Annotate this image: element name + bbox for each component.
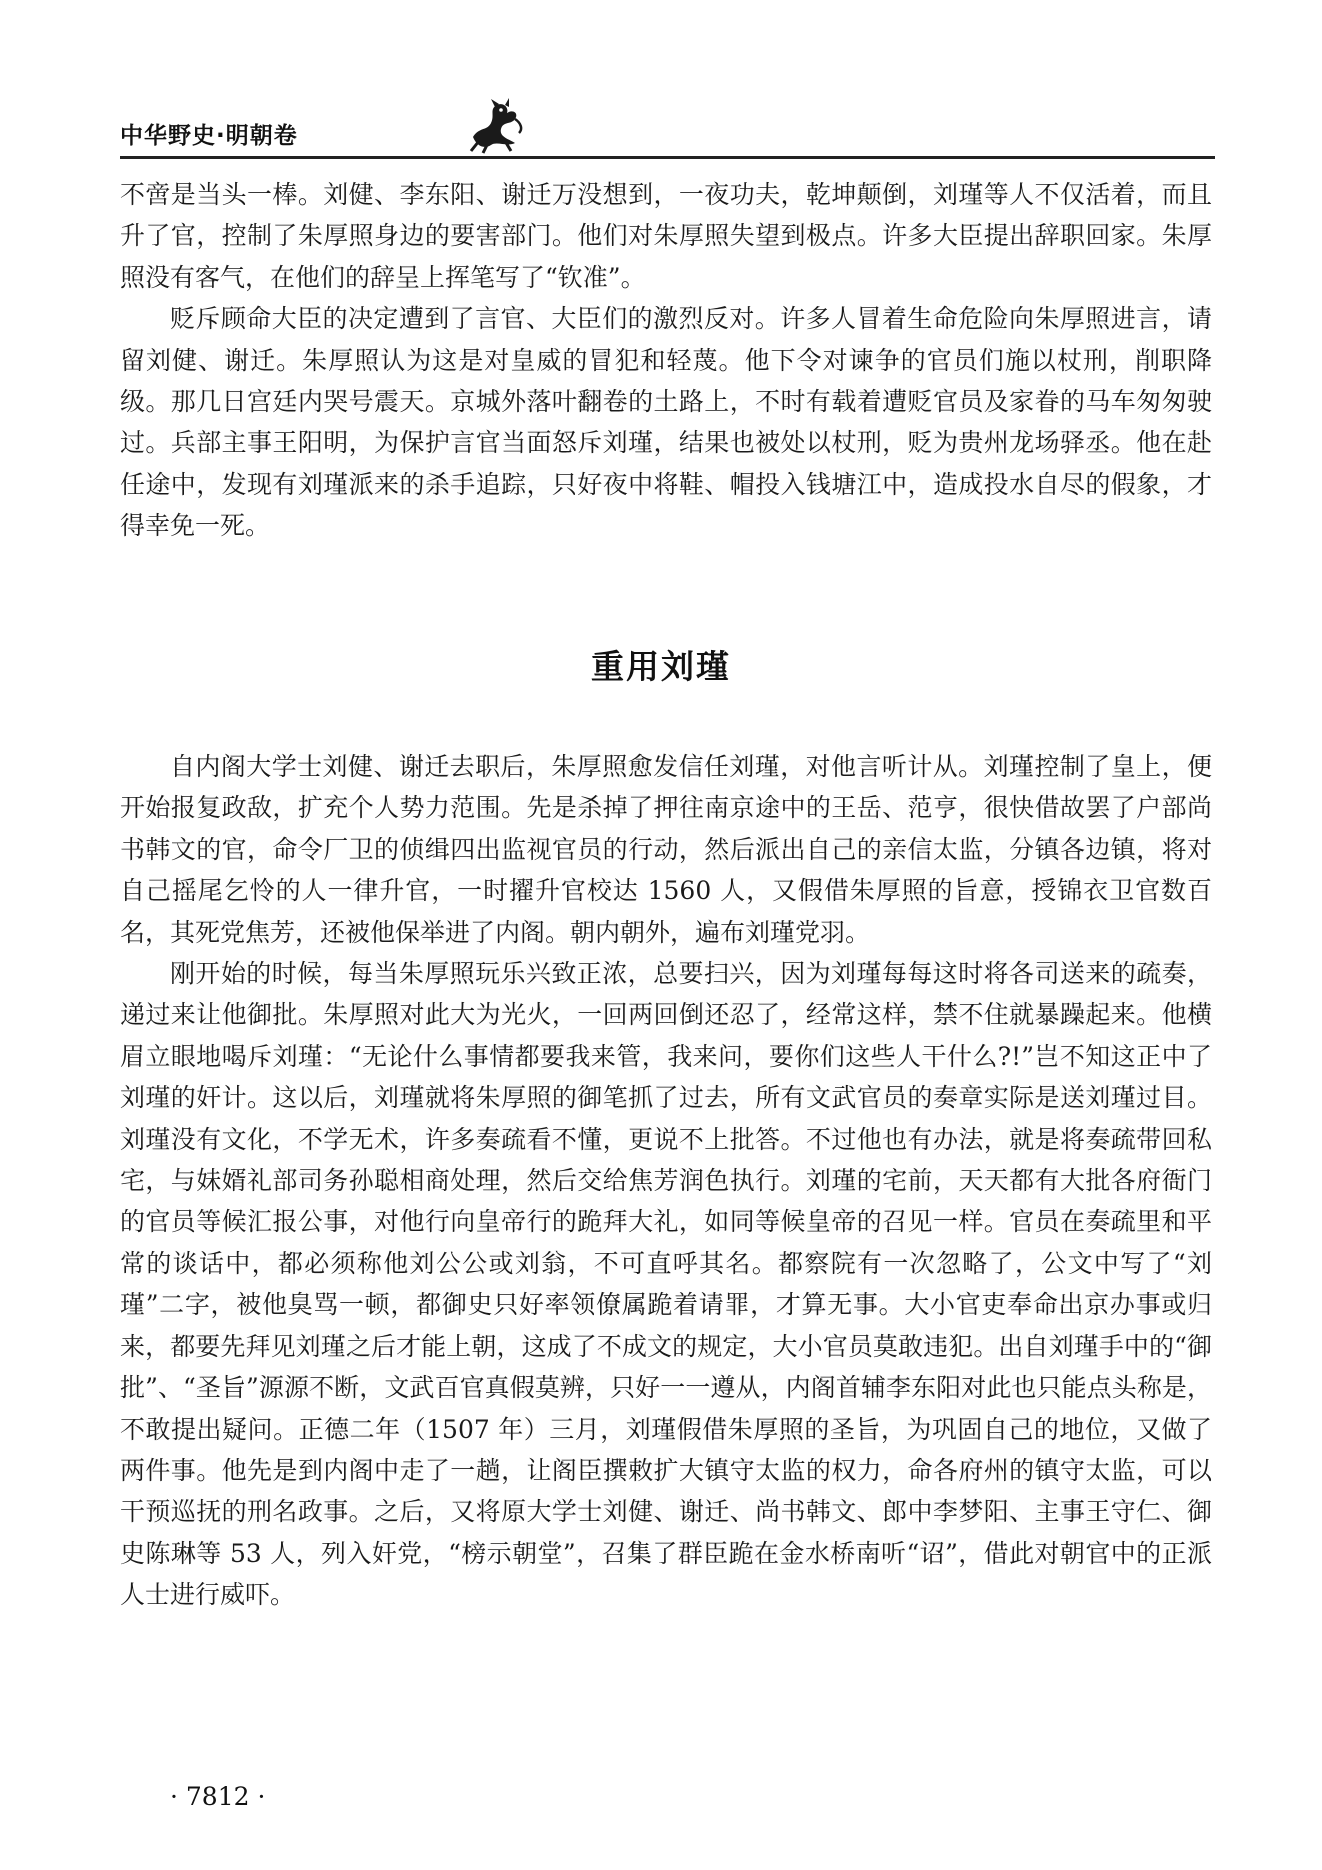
book-title: 中华野史·明朝卷 (120, 123, 298, 149)
bottom-text-block (120, 746, 1212, 1616)
section-heading: 重用刘瑾 (591, 647, 731, 686)
header-divider (120, 156, 1215, 159)
dragon-emblem-icon (465, 97, 527, 155)
top-text-block (120, 174, 1212, 547)
running-header (120, 105, 1210, 155)
paragraph: 自内阁大学士刘健、谢迁去职后，朱厚照愈发信任刘瑾，对他言听计从。刘瑾控制了皇上，便开始报复政敌，扩充个人势力范围。先是杀掉了押往南京途中的王岳、范亨，很快借故罢了户部尚书韩文的官，命令厂卫的侦缉四出监视官员的行动，然后派出自己的亲信太监，分镇各边镇，将对自己摇尾乞怜的人一律升官，一时擢升官校达 1560 人，又假借朱厚照的旨意，授锦衣卫官数百名，其死党焦芳，还被他保举进了内阁。朝内朝外，遍布刘瑾党羽。 (120, 752, 1212, 947)
paragraph: 贬斥顾命大臣的决定遭到了言官、大臣们的激烈反对。许多人冒着生命危险向朱厚照进言，请留刘健、谢迁。朱厚照认为这是对皇威的冒犯和轻蔑。他下令对谏争的官员们施以杖刑，削职降级。那几日宫廷内哭号震天。京城外落叶翻卷的土路上，不时有载着遭贬官员及家眷的马车匆匆驶过。兵部主事王阳明，为保护言官当面怒斥刘瑾，结果也被处以杖刑，贬为贵州龙场驿丞。他在赴任途中，发现有刘瑾派来的杀手追踪，只好夜中将鞋、帽投入钱塘江中，造成投水自尽的假象，才得幸免一死。 (120, 304, 1212, 541)
page-number: · 7812 · (170, 1782, 266, 1811)
paragraph: 不啻是当头一棒。刘健、李东阳、谢迁万没想到，一夜功夫，乾坤颠倒，刘瑾等人不仅活着，而且升了官，控制了朱厚照身边的要害部门。他们对朱厚照失望到极点。许多大臣提出辞职回家。朱厚照没有客气，在他们的辞呈上挥笔写了“钦准”。 (120, 180, 1212, 292)
paragraph: 刚开始的时候，每当朱厚照玩乐兴致正浓，总要扫兴，因为刘瑾每每这时将各司送来的疏奏，递过来让他御批。朱厚照对此大为光火，一回两回倒还忍了，经常这样，禁不住就暴躁起来。他横眉立眼地喝斥刘瑾：“无论什么事情都要我来管，我来问，要你们这些人干什么?!”岂不知这正中了刘瑾的奸计。这以后，刘瑾就将朱厚照的御笔抓了过去，所有文武官员的奏章实际是送刘瑾过目。刘瑾没有文化，不学无术，许多奏疏看不懂，更说不上批答。不过他也有办法，就是将奏疏带回私宅，与妹婿礼部司务孙聪相商处理，然后交给焦芳润色执行。刘瑾的宅前，天天都有大批各府衙门的官员等候汇报公事，对他行向皇帝行的跪拜大礼，如同等候皇帝的召见一样。官员在奏疏里和平常的谈话中，都必须称他刘公公或刘翁，不可直呼其名。都察院有一次忽略了，公文中写了“刘瑾”二字，被他臭骂一顿，都御史只好率领僚属跪着请罪，才算无事。大小官吏奉命出京办事或归来，都要先拜见刘瑾之后才能上朝，这成了不成文的规定，大小官员莫敢违犯。出自刘瑾手中的“御批”、“圣旨”源源不断，文武百官真假莫辨，只好一一遵从，内阁首辅李东阳对此也只能点头称是，不敢提出疑问。正德二年（1507 年）三月，刘瑾假借朱厚照的圣旨，为巩固自己的地位，又做了两件事。他先是到内阁中走了一趟，让阁臣撰敕扩大镇守太监的权力，命各府州的镇守太监，可以干预巡抚的刑名政事。之后，又将原大学士刘健、谢迁、尚书韩文、郎中李梦阳、主事王守仁、御史陈琳等 53 人，列入奸党，“榜示朝堂”，召集了群臣跪在金水桥南听“诏”，借此对朝官中的正派人士进行威吓。 (120, 959, 1212, 1610)
